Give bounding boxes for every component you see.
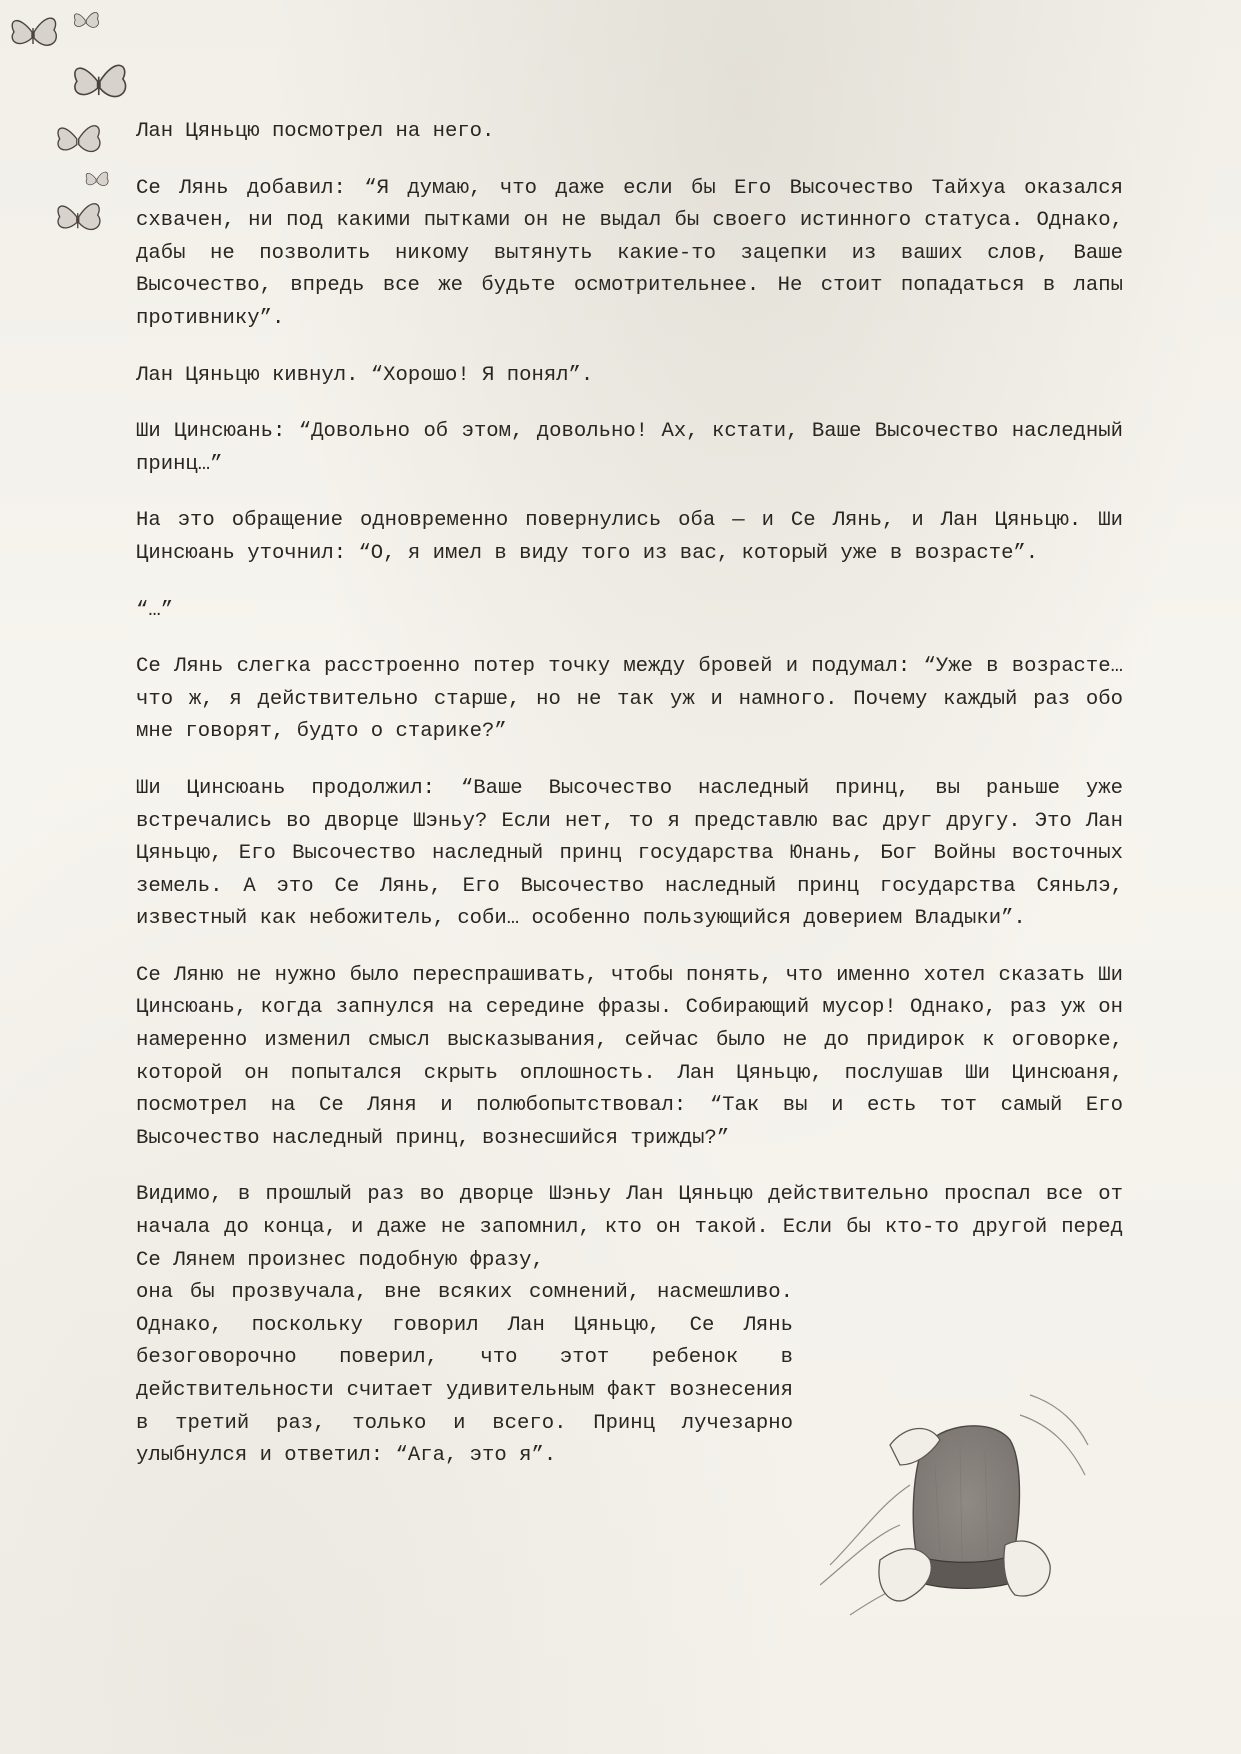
paragraph: Се Ляню не нужно было переспрашивать, чтобы понять, что именно хотел сказать Ши Цинсюань, когда запнулся на середине фразы. Собирающий мусор! Однако, раз уж он намеренно изменил смысл высказывания, сейчас было не до придирок к оговорке, которой он попытался скрыть оплошность. Лан Цяньцю, послушав Ши Цинсюаня, посмотрел на Се Ляня и полюбопытствовал: “Так вы и есть тот самый Его Высочество наследный принц, вознесшийся трижды?” bbox=[136, 963, 1123, 1150]
paragraph-wrapped: она бы прозвучала, вне всяких сомнений, насмешливо. Однако, поскольку говорил Лан Цяньцю, Се Лянь безоговорочно поверил, что этот ребенок в действительности считает удивительным факт вознесения в третий раз, только и всего. Принц лучезарно улыбнулся и ответил: “Ага, это я”. bbox=[136, 1281, 793, 1468]
paragraph: Се Лянь добавил: “Я думаю, что даже если бы Его Высочество Тайхуа оказался схвачен, ни под какими пытками он не выдал бы своего истинного статуса. Однако, дабы не позволить никому вытянуть какие-то зацепки из ваших слов, Ваше Высочество, впредь все же будьте осмотрительнее. Не стоит попадаться в лапы противнику”. bbox=[136, 176, 1123, 330]
paragraph: “…” bbox=[136, 598, 174, 622]
paragraph: Лан Цяньцю кивнул. “Хорошо! Я понял”. bbox=[136, 363, 594, 387]
butterflies-icon bbox=[0, 0, 140, 250]
paragraph: На это обращение одновременно повернулись оба — и Се Лянь, и Лан Цяньцю. Ши Цинсюань уточнил: “О, я имел в виду того из вас, который уже в возрасте”. bbox=[136, 509, 1123, 565]
paragraph: Ши Цинсюань продолжил: “Ваше Высочество наследный принц, вы раньше уже встречались во дворце Шэньу? Если нет, то я представлю вас друг другу. Это Лан Цяньцю, Его Высочество наследный принц государства Юнань, Бог Войны восточных земель. А это Се Лянь, Его Высочество наследный принц государства Сяньлэ, известный как небожитель, соби… особенно пользующийся доверием Владыки”. bbox=[136, 776, 1123, 931]
paragraph: Се Лянь слегка расстроенно потер точку между бровей и подумал: “Уже в возрасте… что ж, я действительно старше, но не так уж и намного. Почему каждый раз обо мне говорят, будто о старике?” bbox=[136, 655, 1123, 744]
paragraph: Лан Цяньцю посмотрел на него. bbox=[136, 120, 495, 143]
hands-holding-hat-illustration bbox=[820, 1385, 1090, 1635]
story-text bbox=[136, 116, 1123, 1497]
paragraph: Видимо, в прошлый раз во дворце Шэньу Лан Цяньцю действительно проспал все от начала до конца, и даже не запомнил, кто он такой. Если бы кто-то другой перед Се Лянем произнес подобную фразу, bbox=[136, 1183, 1123, 1272]
paragraph: Ши Цинсюань: “Довольно об этом, довольно! Ах, кстати, Ваше Высочество наследный принц…” bbox=[136, 420, 1123, 476]
